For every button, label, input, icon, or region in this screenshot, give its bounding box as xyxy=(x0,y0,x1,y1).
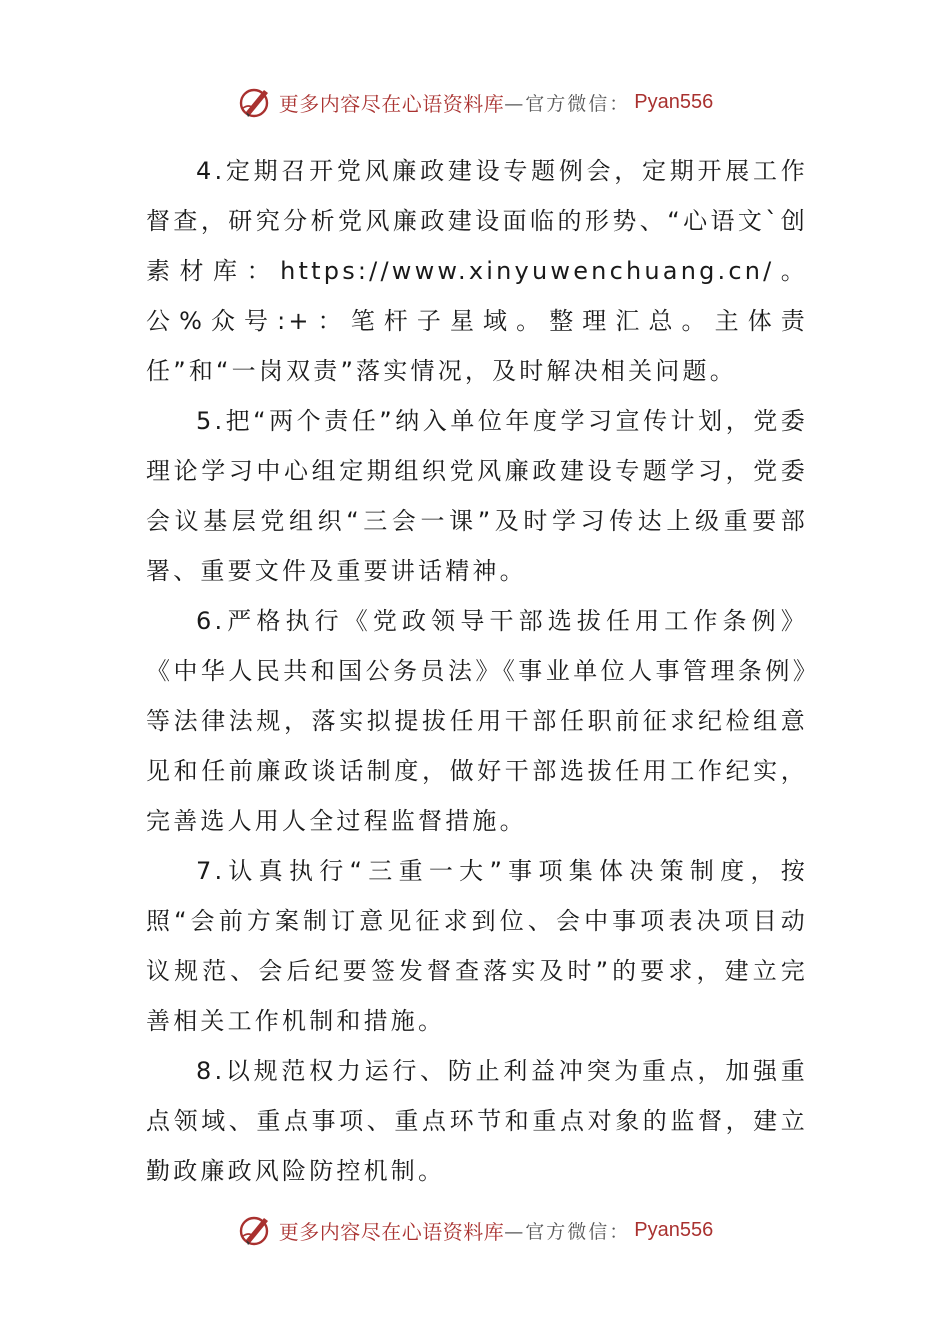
banner-wechat-id: Pyan556 xyxy=(634,1218,714,1241)
pen-logo-icon xyxy=(237,1212,273,1248)
pen-logo-icon xyxy=(237,84,273,120)
banner-sub-text: —官方微信： xyxy=(504,92,631,115)
document-body xyxy=(146,146,808,1196)
banner-main-text: 更多内容尽在心语资料库 xyxy=(278,1219,505,1244)
paragraph-item-6: 6.严格执行《党政领导干部选拔任用工作条例》《中华人民共和国公务员法》《事业单位人事管理条例》等法律法规，落实拟提拔任用干部任职前征求纪检组意见和任前廉政谈话制度，做好干部选拔任用工作纪实，完善选人用人全过程监督措施。 xyxy=(146,607,808,835)
banner-sub-text: —官方微信： xyxy=(504,1220,631,1243)
paragraph-item-5: 5.把“两个责任”纳入单位年度学习宣传计划，党委理论学习中心组定期组织党风廉政建设专题学习，党委会议基层党组织“三会一课”及时学习传达上级重要部署、重要文件及重要讲话精神。 xyxy=(146,407,808,585)
header-watermark-banner xyxy=(0,82,950,122)
banner-wechat-id: Pyan556 xyxy=(634,90,714,113)
paragraph-item-4: 4.定期召开党风廉政建设专题例会，定期开展工作督查，研究分析党风廉政建设面临的形势、“心语文`创素材库：https://www.xinyuwenchuang.cn/。公%众号:+：笔杆子星域。整理汇总。主体责任”和“一岗双责”落实情况，及时解决相关问题。 xyxy=(146,157,808,385)
banner-main-text: 更多内容尽在心语资料库 xyxy=(278,91,505,116)
paragraph-item-7: 7.认真执行“三重一大”事项集体决策制度，按照“会前方案制订意见征求到位、会中事项表决项目动议规范、会后纪要签发督查落实及时”的要求，建立完善相关工作机制和措施。 xyxy=(146,857,808,1035)
footer-watermark-banner xyxy=(0,1210,950,1250)
paragraph-item-8: 8.以规范权力运行、防止利益冲突为重点，加强重点领域、重点事项、重点环节和重点对象的监督，建立勤政廉政风险防控机制。 xyxy=(146,1057,808,1185)
